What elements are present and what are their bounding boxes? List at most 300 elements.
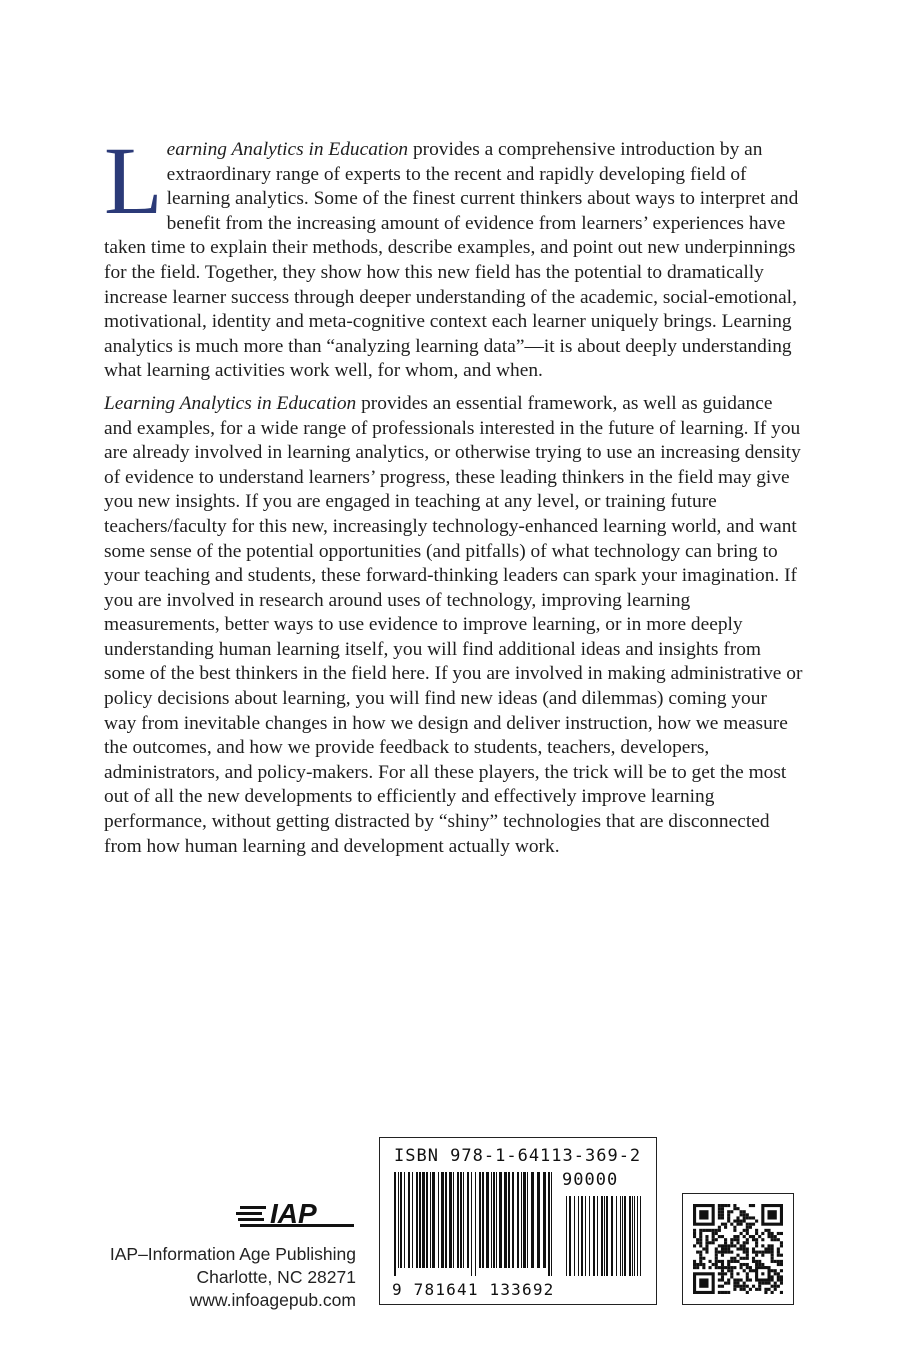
logo-speed-line-3 [238, 1218, 264, 1221]
qr-module [718, 1278, 721, 1281]
qr-module [721, 1285, 724, 1288]
qr-module [715, 1266, 718, 1269]
qr-module [733, 1235, 736, 1238]
qr-module [743, 1288, 746, 1291]
qr-module [743, 1282, 746, 1285]
qr-module [733, 1238, 736, 1241]
qr-module [758, 1260, 761, 1263]
qr-module [702, 1263, 705, 1266]
qr-module [718, 1260, 721, 1263]
qr-module [746, 1216, 749, 1219]
qr-module [733, 1288, 736, 1291]
qr-module [730, 1210, 733, 1213]
addon-bar [566, 1196, 567, 1276]
qr-module [740, 1257, 743, 1260]
qr-module [709, 1241, 712, 1244]
qr-module [709, 1260, 712, 1263]
qr-module [718, 1235, 721, 1238]
qr-module [718, 1285, 721, 1288]
barcode-bar [521, 1172, 522, 1268]
qr-module [749, 1288, 752, 1291]
qr-module [771, 1254, 774, 1257]
qr-module [736, 1220, 739, 1223]
qr-module [715, 1260, 718, 1263]
qr-module [702, 1257, 705, 1260]
qr-module [727, 1269, 730, 1272]
qr-module [705, 1247, 708, 1250]
qr-module [740, 1210, 743, 1213]
qr-module [721, 1207, 724, 1210]
qr-module [715, 1238, 718, 1241]
qr-module [718, 1226, 721, 1229]
qr-module [727, 1216, 730, 1219]
qr-module [780, 1278, 783, 1281]
qr-module [721, 1254, 724, 1257]
addon-bar [640, 1196, 641, 1276]
qr-module [727, 1260, 730, 1263]
drop-cap: L [104, 127, 163, 234]
qr-module [730, 1272, 733, 1275]
barcode-bar [504, 1172, 507, 1268]
qr-module [736, 1282, 739, 1285]
addon-bar [624, 1196, 626, 1276]
qr-module [727, 1213, 730, 1216]
qr-module [767, 1251, 770, 1254]
qr-module [774, 1238, 777, 1241]
qr-module [771, 1244, 774, 1247]
qr-finder-core [699, 1210, 708, 1219]
barcode-bar [453, 1172, 454, 1268]
qr-module [721, 1278, 724, 1281]
publisher-city: Charlotte, NC 28271 [196, 1267, 356, 1287]
qr-module [730, 1241, 733, 1244]
addon-bar [569, 1196, 571, 1276]
qr-module [727, 1247, 730, 1250]
qr-module [746, 1226, 749, 1229]
qr-module [721, 1266, 724, 1269]
qr-module [727, 1220, 730, 1223]
qr-module [764, 1282, 767, 1285]
qr-module [749, 1216, 752, 1219]
qr-module [761, 1238, 764, 1241]
qr-module [771, 1257, 774, 1260]
qr-module [755, 1254, 758, 1257]
qr-module [699, 1260, 702, 1263]
qr-module [724, 1238, 727, 1241]
qr-module [736, 1235, 739, 1238]
addon-bar [632, 1196, 633, 1276]
qr-module [743, 1216, 746, 1219]
qr-module [764, 1288, 767, 1291]
qr-module [715, 1232, 718, 1235]
qr-module [752, 1216, 755, 1219]
qr-module [777, 1232, 780, 1235]
qr-module [749, 1266, 752, 1269]
barcode-bar [408, 1172, 410, 1268]
publisher-name: IAP–Information Age Publishing [109, 1244, 356, 1264]
qr-module [733, 1257, 736, 1260]
barcode-bar [449, 1172, 452, 1268]
qr-module [733, 1244, 736, 1247]
qr-module [730, 1244, 733, 1247]
addon-bar [578, 1196, 579, 1276]
qr-module [761, 1251, 764, 1254]
qr-module [727, 1244, 730, 1247]
qr-module [724, 1272, 727, 1275]
qr-module [743, 1251, 746, 1254]
qr-module [699, 1229, 702, 1232]
qr-module [746, 1285, 749, 1288]
barcode-bar [531, 1172, 534, 1268]
qr-module [767, 1244, 770, 1247]
qr-module [696, 1266, 699, 1269]
qr-module [746, 1223, 749, 1226]
logo-speed-line-2 [236, 1212, 262, 1215]
qr-module [774, 1272, 777, 1275]
ean-digits: 9 781641 133692 [392, 1280, 555, 1299]
qr-module [712, 1238, 715, 1241]
qr-module [718, 1229, 721, 1232]
qr-module [777, 1238, 780, 1241]
qr-module [780, 1282, 783, 1285]
publisher-info [104, 1243, 356, 1312]
qr-module [730, 1269, 733, 1272]
barcode-bar [412, 1172, 413, 1268]
barcode-bar [527, 1172, 528, 1268]
qr-module [724, 1241, 727, 1244]
qr-module [715, 1229, 718, 1232]
qr-module [774, 1282, 777, 1285]
qr-module [727, 1282, 730, 1285]
qr-module [733, 1204, 736, 1207]
qr-module [749, 1278, 752, 1281]
qr-module [721, 1235, 724, 1238]
addon-bar [611, 1196, 613, 1276]
qr-module [752, 1269, 755, 1272]
qr-module [764, 1251, 767, 1254]
qr-module [721, 1251, 724, 1254]
qr-finder-core [767, 1210, 776, 1219]
qr-module [712, 1229, 715, 1232]
qr-module [712, 1235, 715, 1238]
qr-module [755, 1288, 758, 1291]
qr-module [724, 1244, 727, 1247]
qr-module [715, 1257, 718, 1260]
qr-module [724, 1266, 727, 1269]
qr-module [740, 1244, 743, 1247]
qr-module [749, 1269, 752, 1272]
qr-module [771, 1269, 774, 1272]
qr-module [743, 1263, 746, 1266]
qr-module [733, 1278, 736, 1281]
qr-module [746, 1251, 749, 1254]
qr-module [767, 1288, 770, 1291]
qr-module [758, 1285, 761, 1288]
qr-module [755, 1241, 758, 1244]
qr-module [727, 1251, 730, 1254]
qr-module [718, 1266, 721, 1269]
qr-module [771, 1291, 774, 1294]
qr-module [743, 1247, 746, 1250]
qr-module [777, 1251, 780, 1254]
qr-module [758, 1263, 761, 1266]
logo-text: IAP [270, 1198, 317, 1229]
qr-module [740, 1285, 743, 1288]
barcode-bar [398, 1172, 399, 1268]
addon-bar [637, 1196, 638, 1276]
qr-module [746, 1263, 749, 1266]
qr-module [721, 1291, 724, 1294]
qr-module [767, 1229, 770, 1232]
addon-bar [616, 1196, 617, 1276]
qr-module [771, 1278, 774, 1281]
barcode-bar [438, 1172, 439, 1268]
qr-module [771, 1260, 774, 1263]
qr-module [752, 1260, 755, 1263]
qr-module [755, 1260, 758, 1263]
qr-module [724, 1247, 727, 1250]
qr-module [727, 1204, 730, 1207]
qr-module [693, 1229, 696, 1232]
qr-module [780, 1269, 783, 1272]
qr-module [743, 1241, 746, 1244]
qr-module [752, 1204, 755, 1207]
qr-module [740, 1232, 743, 1235]
qr-module [780, 1260, 783, 1263]
qr-module [730, 1275, 733, 1278]
qr-module [755, 1229, 758, 1232]
qr-module [780, 1275, 783, 1278]
qr-module [777, 1275, 780, 1278]
qr-module [740, 1288, 743, 1291]
qr-module [758, 1288, 761, 1291]
iap-logo [236, 1197, 356, 1231]
qr-module [752, 1251, 755, 1254]
qr-module [749, 1204, 752, 1207]
qr-module [715, 1247, 718, 1250]
qr-module [758, 1251, 761, 1254]
qr-module [715, 1254, 718, 1257]
qr-module [771, 1275, 774, 1278]
qr-module [764, 1247, 767, 1250]
qr-module [764, 1229, 767, 1232]
qr-module [696, 1241, 699, 1244]
qr-module [743, 1229, 746, 1232]
qr-module [693, 1263, 696, 1266]
qr-module [736, 1223, 739, 1226]
paragraph-1-text: provides a comprehensive introduction by an extraordinary range of experts to the recent and rapidly developing field of learning analytics. Some of the finest current thinkers about ways to interpret and benefit from the increasing amount of evidence from learners’ experiences have taken time to explain their methods, describe examples, and point out new underpinnings for the field. Together, they show how this new field has the potential to dramatically increase learner success through deeper understanding of the academic, social-emotional, motivational, identity and meta-cognitive context each learner uniquely brings. Learning analytics is much more than “analyzing learning data”—it is about deeply understanding what learning activities work well, for whom, and when. [104, 139, 799, 382]
barcode-bar [394, 1172, 396, 1276]
barcode-bar [404, 1172, 405, 1268]
qr-module [746, 1266, 749, 1269]
qr-module [727, 1263, 730, 1266]
qr-module [721, 1263, 724, 1266]
qr-module [764, 1291, 767, 1294]
barcode-bar [551, 1172, 552, 1276]
qr-module [743, 1213, 746, 1216]
barcode-bar [430, 1172, 431, 1268]
blurb-paragraph-2 [104, 392, 804, 859]
qr-module [777, 1263, 780, 1266]
addon-bar [606, 1196, 608, 1276]
qr-module [693, 1235, 696, 1238]
qr-module [727, 1278, 730, 1281]
qr-module [767, 1282, 770, 1285]
qr-module [777, 1278, 780, 1281]
qr-module [740, 1213, 743, 1216]
qr-module [755, 1251, 758, 1254]
qr-module [718, 1213, 721, 1216]
qr-module [699, 1238, 702, 1241]
qr-module [705, 1235, 708, 1238]
barcode-bar [496, 1172, 497, 1268]
qr-module [740, 1247, 743, 1250]
qr-module [746, 1278, 749, 1281]
qr-module [699, 1244, 702, 1247]
barcode-bar [471, 1172, 472, 1276]
qr-module [718, 1291, 721, 1294]
qr-module [771, 1247, 774, 1250]
qr-module [746, 1254, 749, 1257]
barcode-bar [482, 1172, 484, 1268]
qr-module [752, 1238, 755, 1241]
qr-module [780, 1241, 783, 1244]
qr-module [755, 1238, 758, 1241]
qr-module [696, 1251, 699, 1254]
qr-module [743, 1285, 746, 1288]
qr-module [752, 1257, 755, 1260]
qr-module [733, 1282, 736, 1285]
qr-module [721, 1244, 724, 1247]
qr-module [721, 1223, 724, 1226]
book-title-italic: earning Analytics in Education [166, 139, 409, 160]
blurb-paragraph-1 [104, 127, 804, 384]
qr-module [774, 1260, 777, 1263]
qr-module [712, 1241, 715, 1244]
barcode-bar [499, 1172, 502, 1268]
qr-module [752, 1285, 755, 1288]
qr-module [718, 1251, 721, 1254]
qr-module [712, 1263, 715, 1266]
barcode-bar [479, 1172, 481, 1268]
qr-module [777, 1260, 780, 1263]
qr-module [718, 1204, 721, 1207]
qr-module [724, 1282, 727, 1285]
isbn-barcode [379, 1137, 657, 1305]
qr-module [693, 1244, 696, 1247]
qr-module [777, 1254, 780, 1257]
qr-module [736, 1238, 739, 1241]
qr-module [777, 1285, 780, 1288]
barcode-bar [493, 1172, 495, 1268]
back-cover-blurb [104, 127, 804, 867]
qr-align-core [761, 1272, 764, 1275]
qr-module [736, 1254, 739, 1257]
qr-module [721, 1275, 724, 1278]
barcode-bar [460, 1172, 462, 1268]
barcode-bar [422, 1172, 425, 1268]
qr-module [777, 1247, 780, 1250]
qr-module [718, 1244, 721, 1247]
qr-module [761, 1244, 764, 1247]
qr-module [721, 1269, 724, 1272]
barcode-bar [537, 1172, 540, 1268]
qr-module [743, 1210, 746, 1213]
barcode-bar [543, 1172, 546, 1268]
qr-module [724, 1226, 727, 1229]
qr-module [709, 1229, 712, 1232]
qr-module [774, 1269, 777, 1272]
addon-bar [634, 1196, 635, 1276]
qr-module [718, 1207, 721, 1210]
qr-code-frame [682, 1193, 794, 1305]
qr-module [721, 1213, 724, 1216]
barcode-bar [426, 1172, 428, 1268]
addon-bar [620, 1196, 621, 1276]
qr-module [727, 1291, 730, 1294]
barcode-bar [457, 1172, 459, 1268]
barcode-bar [523, 1172, 526, 1268]
addon-bar [581, 1196, 583, 1276]
addon-bar [601, 1196, 603, 1276]
addon-price: 90000 [562, 1170, 619, 1190]
qr-module [771, 1251, 774, 1254]
qr-module [755, 1220, 758, 1223]
barcode-bar [467, 1172, 469, 1268]
qr-module [746, 1241, 749, 1244]
qr-module [736, 1207, 739, 1210]
qr-module [752, 1247, 755, 1250]
qr-module [727, 1210, 730, 1213]
qr-module [780, 1254, 783, 1257]
paragraph-2-text: provides an essential framework, as well as guidance and examples, for a wide range of professionals interested in the future of learning. If you are already involved in learning analytics, or otherwise trying to use an increasing density of evidence to understand learners’ progress, these leading thinkers in the field may give you new insights. If you are engaged in teaching at any level, or training future teachers/faculty for this new, increasingly technology-enhanced learning world, and want some sense of the potential opportunities (and pitfalls) of what technology can bring to your teaching and students, these forward-thinking leaders can spark your imagination. If you are involved in research around uses of technology, improving learning measurements, better ways to use evidence to improve learning, or in more deeply understanding human learning itself, you will find additional ideas and insights from some of the best thinkers in the field here. If you are involved in making administrative or policy decisions about learning, you will find new ideas (and dilemmas) coming your way from inevitable changes in how we design and deliver instruction, how we measure the outcomes, and how we provide feedback to students, teachers, developers, administrators, and policy-makers. For all these players, the trick will be to get the most out of all the new developments to efficiently and effectively improve learning performance, without getting distracted by “shiny” technologies that are disconnected from how human learning and development actually work. [104, 392, 803, 857]
qr-module [696, 1238, 699, 1241]
qr-module [721, 1260, 724, 1263]
qr-module [740, 1220, 743, 1223]
qr-module [699, 1235, 702, 1238]
qr-module [736, 1216, 739, 1219]
qr-module [777, 1272, 780, 1275]
addon-bar [622, 1196, 623, 1276]
qr-module [721, 1247, 724, 1250]
qr-module [699, 1251, 702, 1254]
qr-module [693, 1260, 696, 1263]
barcode-bar [441, 1172, 444, 1268]
qr-module [733, 1226, 736, 1229]
qr-module [736, 1278, 739, 1281]
qr-module [702, 1229, 705, 1232]
qr-module [693, 1232, 696, 1235]
qr-module [715, 1251, 718, 1254]
qr-module [736, 1272, 739, 1275]
qr-module [746, 1232, 749, 1235]
qr-module [705, 1241, 708, 1244]
addon-bar [574, 1196, 575, 1276]
qr-module [699, 1263, 702, 1266]
barcode-bar [432, 1172, 435, 1268]
qr-module [743, 1235, 746, 1238]
qr-module [771, 1232, 774, 1235]
qr-module [733, 1266, 736, 1269]
addon-bar [585, 1196, 586, 1276]
qr-module [733, 1229, 736, 1232]
qr-module [752, 1223, 755, 1226]
logo-speed-line-1 [240, 1206, 266, 1209]
qr-module [730, 1223, 733, 1226]
qr-module [733, 1207, 736, 1210]
qr-module [705, 1229, 708, 1232]
barcode-bar [445, 1172, 447, 1268]
